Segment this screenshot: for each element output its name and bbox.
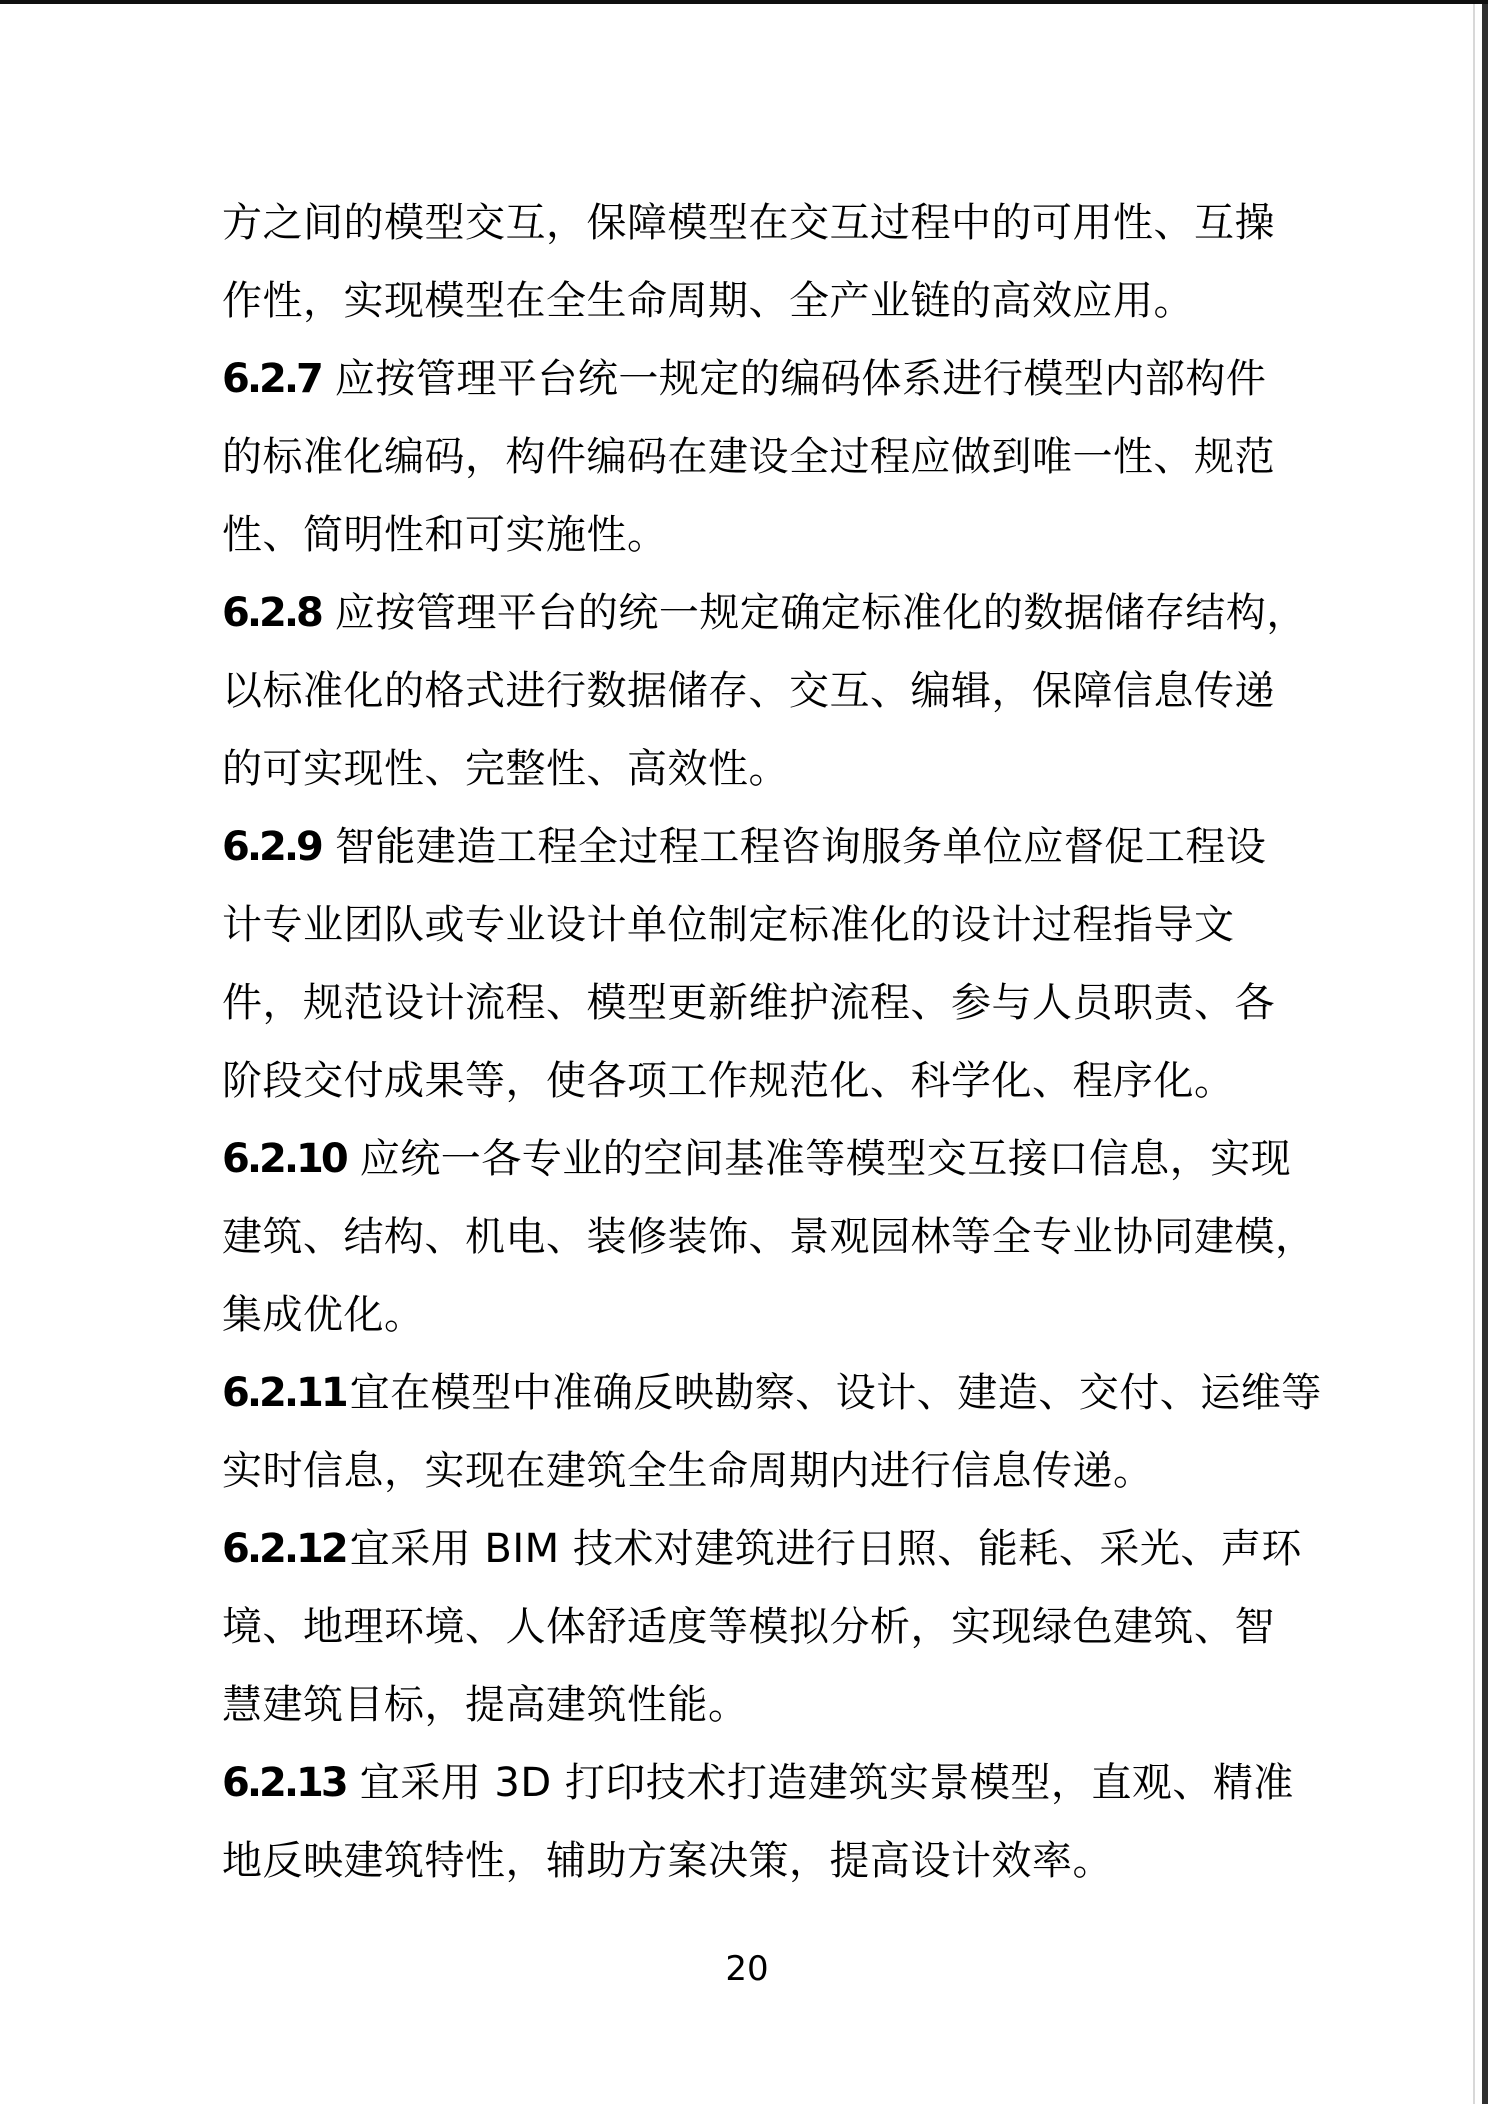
text-line <box>222 262 1278 340</box>
text-line <box>222 340 1278 418</box>
line-text: 阶段交付成果等，使各项工作规范化、科学化、程序化。 <box>222 1058 1235 1104</box>
line-text: 的标准化编码，构件编码在建设全过程应做到唯一性、规范 <box>222 434 1275 480</box>
line-text: 作性，实现模型在全生命周期、全产业链的高效应用。 <box>222 278 1194 324</box>
line-text: 实时信息，实现在建筑全生命周期内进行信息传递。 <box>222 1448 1154 1494</box>
line-text: 宜在模型中准确反映勘察、设计、建造、交付、运维等 <box>349 1370 1322 1416</box>
line-text: 件，规范设计流程、模型更新维护流程、参与人员职责、各 <box>222 980 1275 1026</box>
clause-number: 6.2.9 <box>222 824 321 870</box>
line-text: 的可实现性、完整性、高效性。 <box>222 746 789 792</box>
clause-number: 6.2.7 <box>222 356 321 402</box>
line-text: 性、简明性和可实施性。 <box>222 512 668 558</box>
line-text: 慧建筑目标，提高建筑性能。 <box>222 1682 749 1728</box>
clause-number: 6.2.8 <box>222 590 321 636</box>
document-body <box>222 184 1322 1900</box>
text-line <box>222 1120 1292 1198</box>
line-text: 建筑、结构、机电、装修装饰、景观园林等全专业协同建模， <box>222 1214 1316 1260</box>
line-text: 应按管理平台的统一规定确定标准化的数据储存结构， <box>334 590 1307 636</box>
page-number: 20 <box>725 1949 769 1989</box>
text-line <box>222 1432 1278 1510</box>
text-line <box>222 1510 1302 1588</box>
window-top-edge <box>0 0 1488 4</box>
text-line <box>222 1042 1278 1120</box>
clause-number: 6.2.10 <box>222 1136 346 1182</box>
text-line <box>222 184 1278 262</box>
line-text: 地反映建筑特性，辅助方案决策，提高设计效率。 <box>222 1838 1113 1884</box>
window-right-edge <box>1482 0 1488 2104</box>
text-line <box>222 418 1278 496</box>
page-right-shadow <box>1473 0 1475 2104</box>
text-line <box>222 1822 1278 1900</box>
line-text: 宜采用 BIM 技术对建筑进行日照、能耗、采光、声环 <box>349 1526 1302 1572</box>
line-text: 方之间的模型交互，保障模型在交互过程中的可用性、互操 <box>222 200 1275 246</box>
text-line <box>222 886 1278 964</box>
line-text: 智能建造工程全过程工程咨询服务单位应督促工程设 <box>334 824 1267 870</box>
text-line <box>222 964 1278 1042</box>
clause-number: 6.2.13 <box>222 1760 346 1806</box>
text-line <box>222 1744 1294 1822</box>
line-text: 计专业团队或专业设计单位制定标准化的设计过程指导文 <box>222 902 1235 948</box>
text-line <box>222 808 1278 886</box>
text-line <box>222 652 1278 730</box>
line-text: 应统一各专业的空间基准等模型交互接口信息，实现 <box>359 1136 1292 1182</box>
line-text: 应按管理平台统一规定的编码体系进行模型内部构件 <box>334 356 1267 402</box>
clause-number: 6.2.12 <box>222 1526 346 1572</box>
text-line <box>222 1666 1278 1744</box>
text-line <box>222 496 1278 574</box>
line-text: 集成优化。 <box>222 1292 425 1338</box>
line-text: 境、地理环境、人体舒适度等模拟分析，实现绿色建筑、智 <box>222 1604 1275 1650</box>
line-text: 以标准化的格式进行数据储存、交互、编辑，保障信息传递 <box>222 668 1275 714</box>
text-line <box>222 1588 1278 1666</box>
text-line <box>222 574 1307 652</box>
line-text: 宜采用 3D 打印技术打造建筑实景模型，直观、精准 <box>359 1760 1294 1806</box>
text-line <box>222 1276 1278 1354</box>
text-line <box>222 730 1278 808</box>
text-line <box>222 1354 1322 1432</box>
clause-number: 6.2.11 <box>222 1370 346 1416</box>
text-line <box>222 1198 1316 1276</box>
